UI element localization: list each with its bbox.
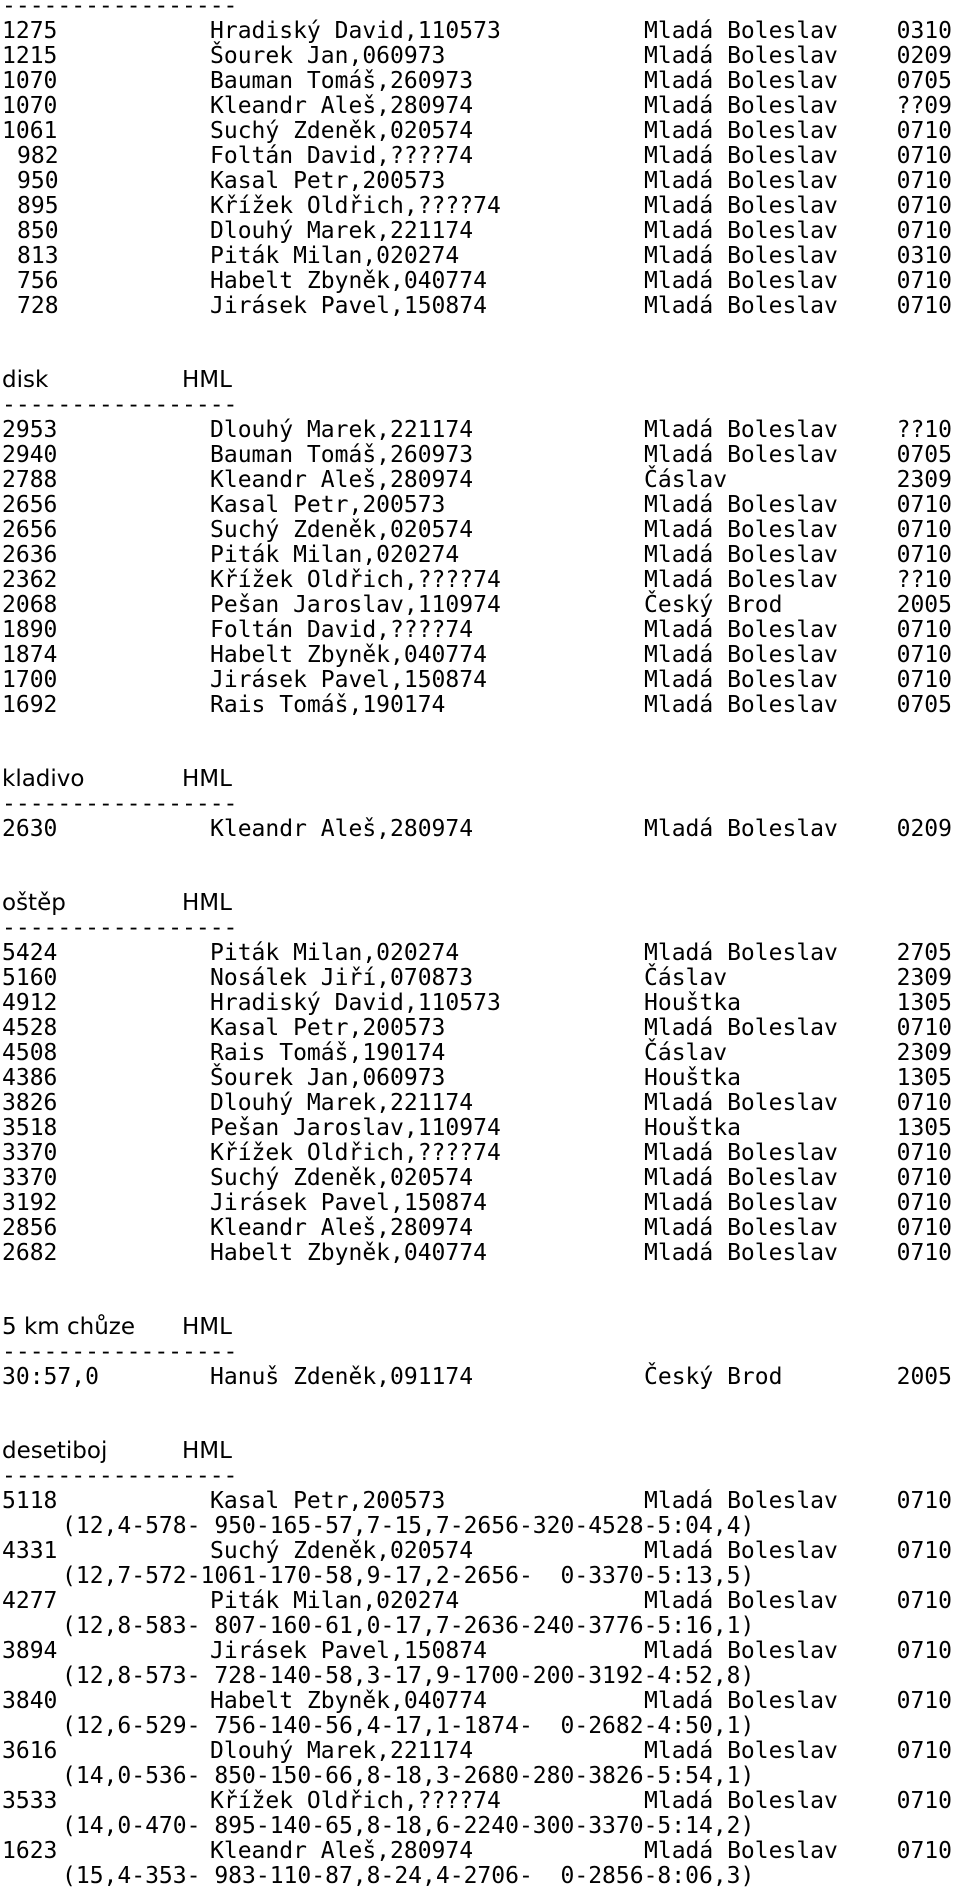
athlete-name: Suchý Zdeněk,020574 (210, 1165, 474, 1191)
result-row (2, 1216, 952, 1241)
athlete-name: Habelt Zbyněk,040774 (210, 268, 487, 294)
separator-line: ----------------- (2, 791, 238, 817)
competition-date: 0209 (896, 43, 952, 69)
result-performance: 30:57,0 (2, 1364, 99, 1390)
club-name: Mladá Boleslav (644, 218, 838, 244)
athlete-name: Kasal Petr,200573 (210, 1015, 446, 1041)
athlete-name: Křížek Oldřich,????74 (210, 193, 501, 219)
result-row (2, 269, 952, 294)
athlete-name: Kasal Petr,200573 (210, 1488, 446, 1514)
results-section (2, 1390, 952, 1889)
result-row (2, 94, 952, 119)
results-section (2, 0, 952, 319)
result-row (2, 219, 952, 244)
result-row (2, 1789, 952, 1814)
result-row (2, 294, 952, 319)
athlete-name: Dlouhý Marek,221174 (210, 1090, 474, 1116)
competition-date: 1305 (896, 1115, 952, 1141)
result-performance: 4528 (2, 1015, 58, 1041)
athlete-name: Hradiský David,110573 (210, 990, 501, 1016)
club-name: Mladá Boleslav (644, 1215, 838, 1241)
result-row (2, 1116, 952, 1141)
results-section (2, 319, 952, 718)
competition-date: 0710 (896, 1240, 952, 1266)
category-label: HML (182, 367, 232, 393)
decathlon-splits (2, 1514, 952, 1539)
section-gap (2, 1266, 952, 1315)
result-performance: 3370 (2, 1165, 58, 1191)
separator-line: ----------------- (2, 915, 238, 941)
competition-date: ??09 (896, 93, 952, 119)
result-row (2, 493, 952, 518)
result-row (2, 966, 952, 991)
club-name: Mladá Boleslav (644, 1588, 838, 1614)
result-row (2, 119, 952, 144)
club-name: Čáslav (644, 1040, 728, 1066)
competition-date: 0710 (896, 1638, 952, 1664)
separator-line: ----------------- (2, 1339, 238, 1365)
club-name: Mladá Boleslav (644, 1090, 838, 1116)
club-name: Mladá Boleslav (644, 1788, 838, 1814)
event-name: desetiboj (2, 1438, 108, 1464)
event-name: 5 km chůze (2, 1314, 136, 1340)
separator-line: ----------------- (2, 0, 238, 19)
result-performance: 813 (17, 243, 59, 269)
competition-date: 0710 (896, 1488, 952, 1514)
result-performance: 2788 (2, 467, 58, 493)
event-name: oštěp (2, 890, 66, 916)
competition-date: 0710 (896, 1738, 952, 1764)
result-row (2, 468, 952, 493)
competition-date: 2005 (896, 592, 952, 618)
result-performance: 2630 (2, 816, 58, 842)
section-gap (2, 718, 952, 767)
club-name: Mladá Boleslav (644, 1015, 838, 1041)
result-row (2, 1016, 952, 1041)
result-row (2, 144, 952, 169)
result-performance: 2068 (2, 592, 58, 618)
result-row (2, 194, 952, 219)
result-row (2, 19, 952, 44)
result-row (2, 1191, 952, 1216)
competition-date: 1305 (896, 990, 952, 1016)
club-name: Mladá Boleslav (644, 1838, 838, 1864)
club-name: Mladá Boleslav (644, 542, 838, 568)
result-performance: 1061 (2, 118, 58, 144)
competition-date: 0710 (896, 1788, 952, 1814)
athlete-name: Kleandr Aleš,280974 (210, 467, 474, 493)
competition-date: 0705 (896, 692, 952, 718)
splits-text: (14,0-470- 895-140-65,8-18,6-2240-300-3370-5:14,2) (62, 1813, 755, 1839)
result-performance: 2682 (2, 1240, 58, 1266)
result-row (2, 1365, 952, 1390)
athlete-name: Suchý Zdeněk,020574 (210, 517, 474, 543)
result-row (2, 1839, 952, 1864)
club-name: Houštka (644, 1115, 741, 1141)
athlete-name: Křížek Oldřich,????74 (210, 1788, 501, 1814)
result-performance: 3533 (2, 1788, 58, 1814)
club-name: Mladá Boleslav (644, 492, 838, 518)
separator-line: ----------------- (2, 1463, 238, 1489)
club-name: Mladá Boleslav (644, 417, 838, 443)
competition-date: 2309 (896, 467, 952, 493)
athlete-name: Rais Tomáš,190174 (210, 1040, 446, 1066)
category-label: HML (182, 1438, 232, 1464)
section-gap (2, 319, 952, 368)
result-performance: 2856 (2, 1215, 58, 1241)
athlete-name: Kleandr Aleš,280974 (210, 93, 474, 119)
result-row (2, 1639, 952, 1664)
result-performance: 3826 (2, 1090, 58, 1116)
competition-date: 0310 (896, 18, 952, 44)
club-name: Mladá Boleslav (644, 1190, 838, 1216)
athlete-name: Suchý Zdeněk,020574 (210, 1538, 474, 1564)
competition-date: 0710 (896, 617, 952, 643)
competition-date: 0710 (896, 1190, 952, 1216)
result-performance: 2362 (2, 567, 58, 593)
athlete-name: Bauman Tomáš,260973 (210, 442, 474, 468)
athlete-name: Dlouhý Marek,221174 (210, 417, 474, 443)
result-row (2, 1166, 952, 1191)
athlete-name: Foltán David,????74 (210, 143, 474, 169)
result-performance: 2636 (2, 542, 58, 568)
athlete-name: Hanuš Zdeněk,091174 (210, 1364, 474, 1390)
club-name: Mladá Boleslav (644, 1688, 838, 1714)
result-row (2, 1739, 952, 1764)
club-name: Mladá Boleslav (644, 667, 838, 693)
decathlon-splits (2, 1814, 952, 1839)
separator-line: ----------------- (2, 392, 238, 418)
competition-date: 0710 (896, 293, 952, 319)
result-performance: 3894 (2, 1638, 58, 1664)
athlete-name: Hradiský David,110573 (210, 18, 501, 44)
club-name: Český Brod (644, 592, 783, 618)
section-header (2, 891, 952, 916)
club-name: Mladá Boleslav (644, 1165, 838, 1191)
results-section (2, 842, 952, 1266)
result-performance: 4331 (2, 1538, 58, 1564)
club-name: Mladá Boleslav (644, 293, 838, 319)
competition-date: 0710 (896, 642, 952, 668)
results-section (2, 1266, 952, 1390)
splits-text: (14,0-536- 850-150-66,8-18,3-2680-280-3826-5:54,1) (62, 1763, 755, 1789)
result-row (2, 1589, 952, 1614)
club-name: Mladá Boleslav (644, 193, 838, 219)
club-name: Mladá Boleslav (644, 243, 838, 269)
competition-date: ??10 (896, 417, 952, 443)
athlete-name: Kleandr Aleš,280974 (210, 1838, 474, 1864)
result-row (2, 44, 952, 69)
result-performance: 982 (17, 143, 59, 169)
splits-text: (12,4-578- 950-165-57,7-15,7-2656-320-4528-5:04,4) (62, 1513, 755, 1539)
club-name: Mladá Boleslav (644, 642, 838, 668)
competition-date: 0710 (896, 1015, 952, 1041)
section-gap (2, 842, 952, 891)
result-performance: 3192 (2, 1190, 58, 1216)
category-label: HML (182, 766, 232, 792)
competition-date: 0310 (896, 243, 952, 269)
competition-date: 0710 (896, 1688, 952, 1714)
club-name: Houštka (644, 990, 741, 1016)
decathlon-splits (2, 1764, 952, 1789)
result-row (2, 693, 952, 718)
athlete-name: Kasal Petr,200573 (210, 168, 446, 194)
result-performance: 5160 (2, 965, 58, 991)
result-performance: 4508 (2, 1040, 58, 1066)
club-name: Houštka (644, 1065, 741, 1091)
results-section (2, 718, 952, 842)
athlete-name: Suchý Zdeněk,020574 (210, 118, 474, 144)
event-name: kladivo (2, 766, 85, 792)
athlete-name: Jirásek Pavel,150874 (210, 293, 487, 319)
result-performance: 1215 (2, 43, 58, 69)
athlete-name: Kleandr Aleš,280974 (210, 816, 474, 842)
result-performance: 950 (17, 168, 59, 194)
splits-text: (15,4-353- 983-110-87,8-24,4-2706- 0-2856-8:06,3) (62, 1863, 755, 1889)
athlete-name: Dlouhý Marek,221174 (210, 218, 474, 244)
result-performance: 2656 (2, 517, 58, 543)
result-row (2, 568, 952, 593)
athlete-name: Kasal Petr,200573 (210, 492, 446, 518)
result-row (2, 69, 952, 94)
club-name: Mladá Boleslav (644, 1638, 838, 1664)
result-row (2, 643, 952, 668)
decathlon-splits (2, 1664, 952, 1689)
competition-date: 0710 (896, 667, 952, 693)
section-header (2, 767, 952, 792)
athlete-name: Dlouhý Marek,221174 (210, 1738, 474, 1764)
result-row (2, 1489, 952, 1514)
club-name: Mladá Boleslav (644, 1738, 838, 1764)
category-label: HML (182, 1314, 232, 1340)
club-name: Mladá Boleslav (644, 617, 838, 643)
section-header (2, 1315, 952, 1340)
competition-date: 0209 (896, 816, 952, 842)
club-name: Mladá Boleslav (644, 442, 838, 468)
club-name: Mladá Boleslav (644, 68, 838, 94)
result-performance: 1692 (2, 692, 58, 718)
competition-date: 0710 (896, 1588, 952, 1614)
club-name: Mladá Boleslav (644, 692, 838, 718)
result-row (2, 244, 952, 269)
result-row (2, 991, 952, 1016)
result-performance: 2940 (2, 442, 58, 468)
result-performance: 1700 (2, 667, 58, 693)
club-name: Český Brod (644, 1364, 783, 1390)
competition-date: 0710 (896, 1838, 952, 1864)
decathlon-splits (2, 1614, 952, 1639)
result-performance: 4386 (2, 1065, 58, 1091)
competition-date: ??10 (896, 567, 952, 593)
athlete-name: Bauman Tomáš,260973 (210, 68, 474, 94)
athlete-name: Křížek Oldřich,????74 (210, 567, 501, 593)
club-name: Mladá Boleslav (644, 93, 838, 119)
event-name: disk (2, 367, 49, 393)
result-row (2, 1091, 952, 1116)
athlete-name: Piták Milan,020274 (210, 1588, 460, 1614)
club-name: Čáslav (644, 467, 728, 493)
result-performance: 1890 (2, 617, 58, 643)
result-row (2, 1689, 952, 1714)
athlete-name: Jirásek Pavel,150874 (210, 1190, 487, 1216)
club-name: Čáslav (644, 965, 728, 991)
result-performance: 2656 (2, 492, 58, 518)
athlete-name: Kleandr Aleš,280974 (210, 1215, 474, 1241)
result-row (2, 593, 952, 618)
result-row (2, 817, 952, 842)
competition-date: 0710 (896, 168, 952, 194)
decathlon-splits (2, 1714, 952, 1739)
splits-text: (12,8-573- 728-140-58,3-17,9-1700-200-3192-4:52,8) (62, 1663, 755, 1689)
competition-date: 1305 (896, 1065, 952, 1091)
club-name: Mladá Boleslav (644, 940, 838, 966)
athlete-name: Šourek Jan,060973 (210, 43, 446, 69)
competition-date: 0710 (896, 218, 952, 244)
result-row (2, 941, 952, 966)
club-name: Mladá Boleslav (644, 1538, 838, 1564)
competition-date: 2309 (896, 965, 952, 991)
club-name: Mladá Boleslav (644, 18, 838, 44)
result-performance: 5118 (2, 1488, 58, 1514)
competition-date: 0710 (896, 517, 952, 543)
result-performance: 3518 (2, 1115, 58, 1141)
club-name: Mladá Boleslav (644, 567, 838, 593)
result-performance: 2953 (2, 417, 58, 443)
splits-text: (12,7-572-1061-170-58,9-17,2-2656- 0-3370-5:13,5) (62, 1563, 755, 1589)
club-name: Mladá Boleslav (644, 816, 838, 842)
club-name: Mladá Boleslav (644, 118, 838, 144)
athlete-name: Piták Milan,020274 (210, 243, 460, 269)
result-row (2, 543, 952, 568)
result-row (2, 1241, 952, 1266)
club-name: Mladá Boleslav (644, 1140, 838, 1166)
result-performance: 850 (17, 218, 59, 244)
results-document (2, 0, 952, 1889)
result-performance: 4277 (2, 1588, 58, 1614)
result-performance: 728 (17, 293, 59, 319)
result-row (2, 443, 952, 468)
result-performance: 3370 (2, 1140, 58, 1166)
competition-date: 0710 (896, 143, 952, 169)
athlete-name: Šourek Jan,060973 (210, 1065, 446, 1091)
result-performance: 1874 (2, 642, 58, 668)
category-label: HML (182, 890, 232, 916)
result-performance: 1275 (2, 18, 58, 44)
result-performance: 3840 (2, 1688, 58, 1714)
club-name: Mladá Boleslav (644, 1488, 838, 1514)
club-name: Mladá Boleslav (644, 143, 838, 169)
result-performance: 1070 (2, 68, 58, 94)
section-header (2, 368, 952, 393)
result-performance: 5424 (2, 940, 58, 966)
competition-date: 0710 (896, 1140, 952, 1166)
athlete-name: Rais Tomáš,190174 (210, 692, 446, 718)
result-row (2, 1041, 952, 1066)
athlete-name: Piták Milan,020274 (210, 542, 460, 568)
athlete-name: Habelt Zbyněk,040774 (210, 642, 487, 668)
competition-date: 2309 (896, 1040, 952, 1066)
competition-date: 0710 (896, 268, 952, 294)
section-gap (2, 1390, 952, 1439)
athlete-name: Piták Milan,020274 (210, 940, 460, 966)
competition-date: 0710 (896, 1215, 952, 1241)
section-header (2, 1439, 952, 1464)
athlete-name: Křížek Oldřich,????74 (210, 1140, 501, 1166)
club-name: Mladá Boleslav (644, 168, 838, 194)
club-name: Mladá Boleslav (644, 43, 838, 69)
athlete-name: Jirásek Pavel,150874 (210, 1638, 487, 1664)
athlete-name: Jirásek Pavel,150874 (210, 667, 487, 693)
result-performance: 1623 (2, 1838, 58, 1864)
club-name: Mladá Boleslav (644, 1240, 838, 1266)
result-row (2, 418, 952, 443)
athlete-name: Pešan Jaroslav,110974 (210, 1115, 501, 1141)
splits-text: (12,8-583- 807-160-61,0-17,7-2636-240-3776-5:16,1) (62, 1613, 755, 1639)
result-row (2, 618, 952, 643)
result-performance: 3616 (2, 1738, 58, 1764)
result-performance: 4912 (2, 990, 58, 1016)
competition-date: 0710 (896, 1165, 952, 1191)
competition-date: 2705 (896, 940, 952, 966)
result-row (2, 1066, 952, 1091)
athlete-name: Foltán David,????74 (210, 617, 474, 643)
competition-date: 0705 (896, 68, 952, 94)
result-row (2, 1539, 952, 1564)
result-performance: 756 (17, 268, 59, 294)
athlete-name: Habelt Zbyněk,040774 (210, 1240, 487, 1266)
athlete-name: Habelt Zbyněk,040774 (210, 1688, 487, 1714)
competition-date: 0710 (896, 542, 952, 568)
competition-date: 0710 (896, 492, 952, 518)
result-row (2, 169, 952, 194)
competition-date: 0710 (896, 193, 952, 219)
athlete-name: Nosálek Jiří,070873 (210, 965, 474, 991)
splits-text: (12,6-529- 756-140-56,4-17,1-1874- 0-2682-4:50,1) (62, 1713, 755, 1739)
result-performance: 1070 (2, 93, 58, 119)
result-performance: 895 (17, 193, 59, 219)
competition-date: 0710 (896, 1538, 952, 1564)
competition-date: 0710 (896, 118, 952, 144)
competition-date: 2005 (896, 1364, 952, 1390)
decathlon-splits (2, 1564, 952, 1589)
competition-date: 0705 (896, 442, 952, 468)
athlete-name: Pešan Jaroslav,110974 (210, 592, 501, 618)
result-row (2, 518, 952, 543)
result-row (2, 668, 952, 693)
club-name: Mladá Boleslav (644, 517, 838, 543)
competition-date: 0710 (896, 1090, 952, 1116)
result-row (2, 1141, 952, 1166)
club-name: Mladá Boleslav (644, 268, 838, 294)
